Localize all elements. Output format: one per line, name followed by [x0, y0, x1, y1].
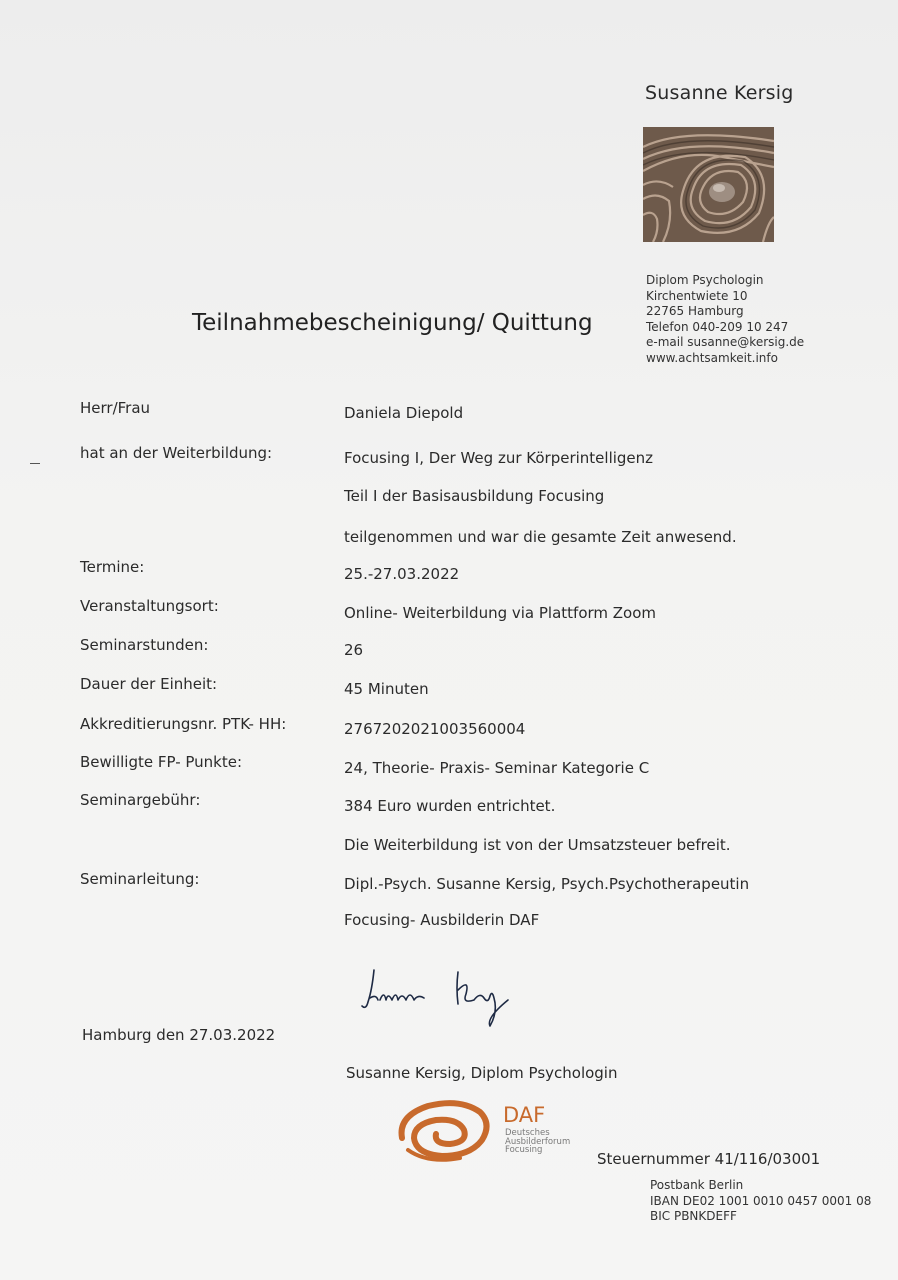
daf-title: DAF — [503, 1103, 546, 1127]
label-venue: Veranstaltungsort: — [80, 597, 219, 615]
value-venue: Online- Weiterbildung via Plattform Zoom — [344, 604, 657, 622]
value-dates: 25.-27.03.2022 — [344, 565, 460, 583]
margin-mark — [30, 463, 40, 464]
label-unit-duration: Dauer der Einheit: — [80, 675, 218, 693]
label-salutation: Herr/Frau — [80, 399, 151, 417]
daf-subtitle-line: Ausbilderforum — [505, 1136, 571, 1147]
value-accreditation: 2767202021003560004 — [344, 720, 526, 738]
label-fp-points: Bewilligte FP- Punkte: — [80, 753, 243, 771]
label-seminar-lead: Seminarleitung: — [80, 870, 200, 888]
contact-line: Diplom Psychologin — [646, 273, 764, 287]
bank-line: IBAN DE02 1001 0010 0457 0001 08 — [650, 1193, 872, 1208]
tax-number: Steuernummer 41/116/03001 — [597, 1150, 821, 1168]
document-title: Teilnahmebescheinigung/ Quittung — [192, 310, 593, 336]
value-seminar-fee: 384 Euro wurden entrichtet. — [344, 797, 556, 815]
daf-subtitle-line: Focusing — [505, 1145, 543, 1155]
contact-line: Telefon 040-209 10 247 — [646, 319, 789, 334]
value-participant-name: Daniela Diepold — [344, 404, 464, 422]
value-training-part: Teil I der Basisausbildung Focusing — [344, 487, 605, 505]
value-fp-points: 24, Theorie- Praxis- Seminar Kategorie C — [344, 759, 650, 777]
value-lead-qualification: Focusing- Ausbilderin DAF — [344, 911, 540, 929]
value-seminar-hours: 26 — [344, 641, 364, 659]
value-training-title: Focusing I, Der Weg zur Körperintelligenz — [344, 449, 654, 467]
signer-name: Susanne Kersig, Diplom Psychologin — [346, 1064, 618, 1082]
bank-details — [650, 1178, 871, 1225]
contact-block — [646, 273, 804, 367]
value-unit-duration: 45 Minuten — [344, 680, 429, 698]
handwritten-signature — [358, 960, 518, 1030]
label-accreditation: Akkreditierungsnr. PTK- HH: — [80, 715, 287, 733]
label-seminar-hours: Seminarstunden: — [80, 636, 209, 654]
value-seminar-lead: Dipl.-Psych. Susanne Kersig, Psych.Psychotherapeutin — [344, 875, 750, 893]
daf-subtitle-line: Deutsches — [505, 1128, 550, 1138]
value-attendance: teilgenommen und war die gesamte Zeit anwesend. — [344, 528, 737, 546]
contact-line: www.achtsamkeit.info — [646, 350, 778, 365]
contact-line: 22765 Hamburg — [646, 304, 744, 319]
daf-subtitle — [505, 1129, 570, 1155]
label-training: hat an der Weiterbildung: — [80, 444, 273, 462]
bank-line: Postbank Berlin — [650, 1178, 744, 1192]
letterhead-name: Susanne Kersig — [645, 82, 794, 104]
zen-garden-stone-photo — [643, 127, 774, 242]
bank-line: BIC PBNKDEFF — [650, 1209, 737, 1223]
contact-line: e-mail susanne@kersig.de — [646, 335, 805, 350]
value-tax-exempt: Die Weiterbildung ist von der Umsatzsteuer befreit. — [344, 836, 731, 854]
contact-line: Kirchentwiete 10 — [646, 288, 748, 303]
label-seminar-fee: Seminargebühr: — [80, 791, 201, 809]
daf-spiral-logo — [398, 1098, 492, 1164]
label-dates: Termine: — [80, 558, 145, 576]
place-and-date: Hamburg den 27.03.2022 — [82, 1026, 276, 1044]
